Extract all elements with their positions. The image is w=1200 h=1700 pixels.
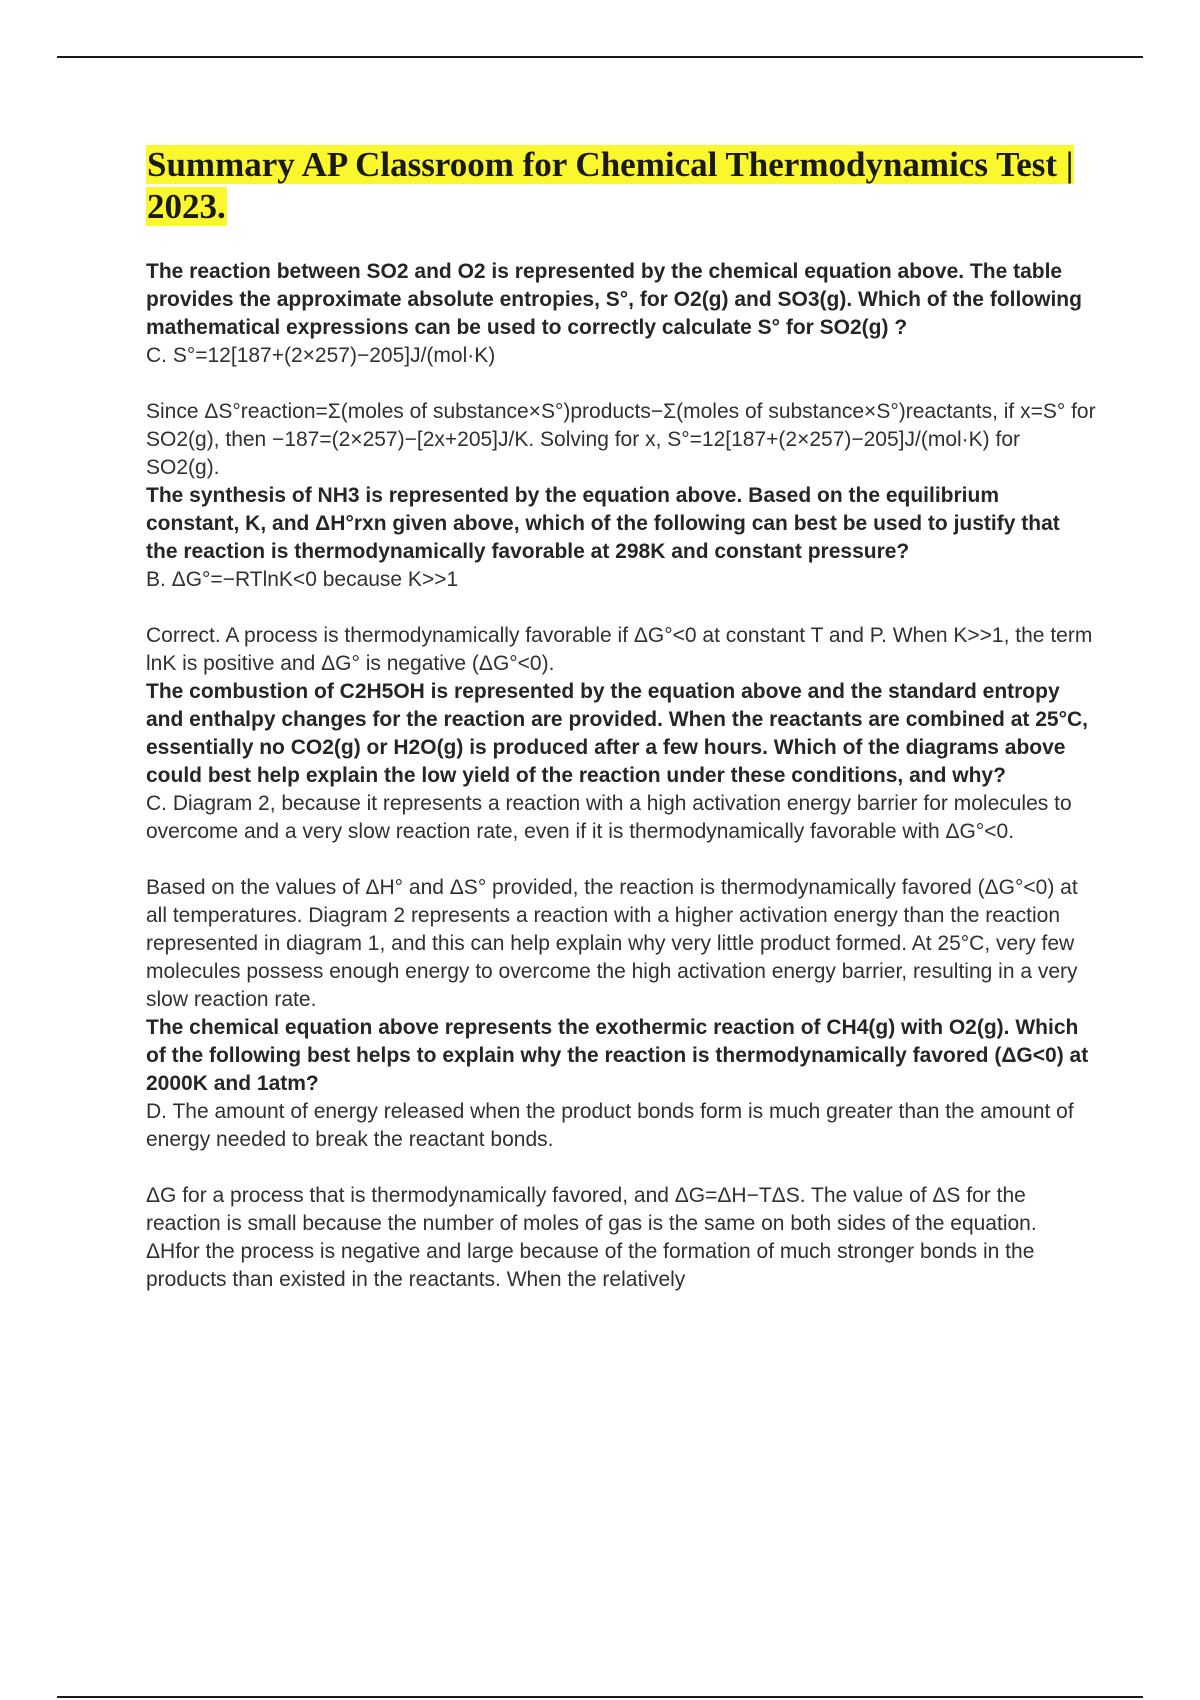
answer-1: C. S°=12[187+(2×257)−205]J/(mol·K) xyxy=(146,344,496,367)
top-rule xyxy=(57,56,1143,58)
explanation-4: ΔG for a process that is thermodynamically favored, and ΔG=ΔH−TΔS. The value of ΔS for the reaction is small because the number of moles of gas is the same on both sides of the equation. ΔHfor the process is negative and large because of the formation of much stronger bonds in the products than existed in the reactants. When the relatively xyxy=(146,1184,1037,1291)
explanation-3: Based on the values of ΔH° and ΔS° provided, the reaction is thermodynamically favored (ΔG°<0) at all temperatures. Diagram 2 represents a reaction with a higher activation energy than the reaction represented in diagram 1, and this can help explain why very little product formed. At 25°C, very few molecules possess enough energy to overcome the high activation energy barrier, resulting in a very slow reaction rate. xyxy=(146,876,1078,1011)
question-1: The reaction between SO2 and O2 is represented by the chemical equation above. The table provides the approximate absolute entropies, S°, for O2(g) and SO3(g). Which of the following mathematical expressions can be used to correctly calculate S° for SO2(g) ? xyxy=(146,260,1082,339)
question-3: The combustion of C2H5OH is represented by the equation above and the standard entropy and enthalpy changes for the reaction are provided. When the reactants are combined at 25°C, essentially no CO2(g) or H2O(g) is produced after a few hours. Which of the diagrams above could best help explain the low yield of the reaction under these conditions, and why? xyxy=(146,680,1088,787)
answer-2: B. ΔG°=−RTlnK<0 because K>>1 xyxy=(146,568,459,591)
explanation-1: Since ΔS°reaction=Σ(moles of substance×S°)products−Σ(moles of substance×S°)reactants, if x=S° for SO2(g), then −187=(2×257)−[2x+205]J/K. Solving for x, S°=12[187+(2×257)−205]J/(mol·K) for SO2(g). xyxy=(146,400,1096,479)
title-highlight: Summary AP Classroom for Chemical Thermodynamics Test | 2023. xyxy=(147,145,1074,226)
answer-4: D. The amount of energy released when the product bonds form is much greater than the amount of energy needed to break the reactant bonds. xyxy=(146,1100,1074,1151)
document-body xyxy=(146,258,1096,1294)
answer-3: C. Diagram 2, because it represents a reaction with a high activation energy barrier for molecules to overcome and a very slow reaction rate, even if it is thermodynamically favorable with ΔG°<0. xyxy=(146,792,1072,843)
question-4: The chemical equation above represents the exothermic reaction of CH4(g) with O2(g). Which of the following best helps to explain why the reaction is thermodynamically favored (ΔG<0) at 2000K and 1atm? xyxy=(146,1016,1089,1095)
bottom-rule xyxy=(57,1696,1143,1698)
explanation-2: Correct. A process is thermodynamically favorable if ΔG°<0 at constant T and P. When K>>1, the term lnK is positive and ΔG° is negative (ΔG°<0). xyxy=(146,624,1093,675)
question-2: The synthesis of NH3 is represented by the equation above. Based on the equilibrium constant, K, and ΔH°rxn given above, which of the following can best be used to justify that the reaction is thermodynamically favorable at 298K and constant pressure? xyxy=(146,484,1060,563)
document-title xyxy=(146,144,1106,228)
